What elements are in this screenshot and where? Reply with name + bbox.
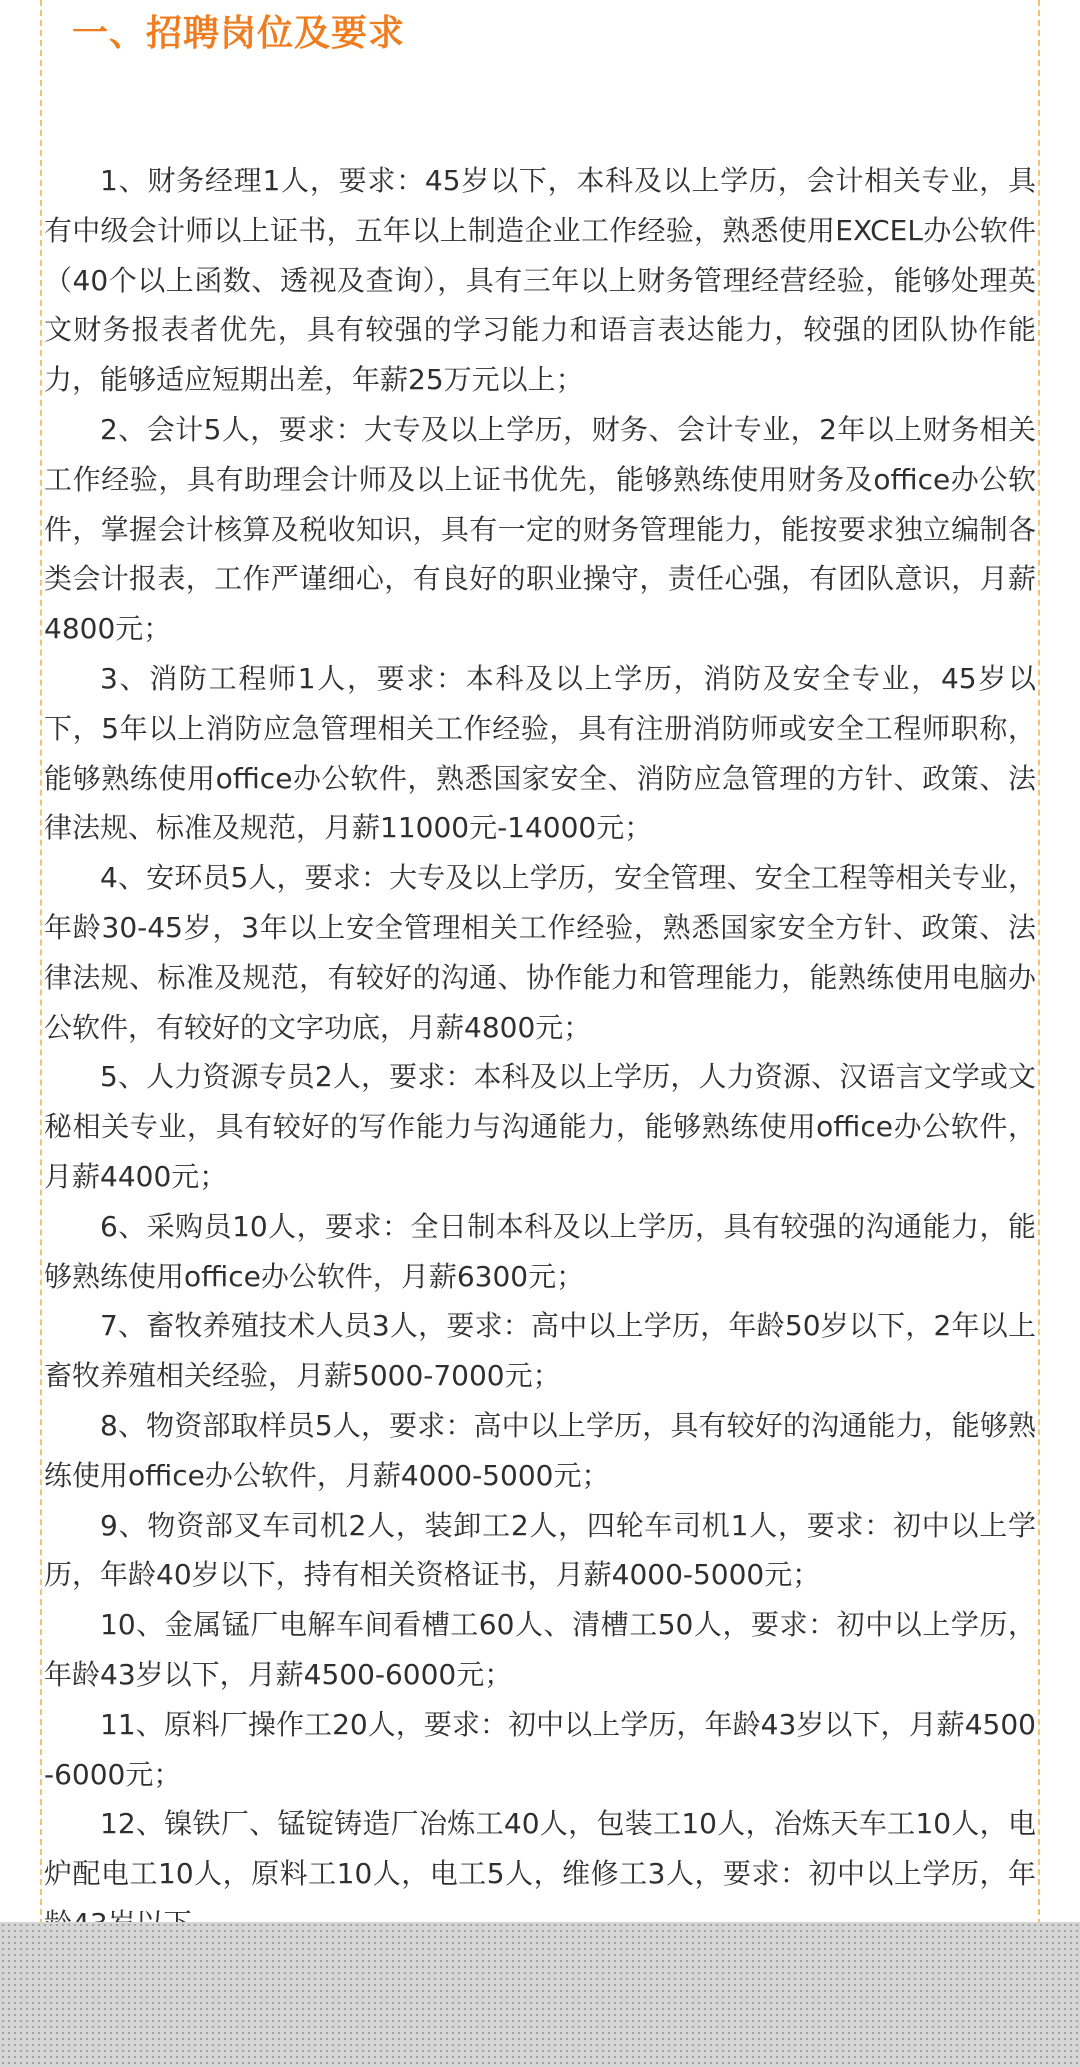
frame-border-right [1038,0,1040,1925]
job-item: 11、原料厂操作工20人，要求：初中以上学历，年龄43岁以下，月薪4500-6000元； [44,1707,1036,1791]
job-item: 3、消防工程师1人，要求：本科及以上学历，消防及安全专业，45岁以下，5年以上消防应急管理相关工作经验，具有注册消防师或安全工程师职称，能够熟练使用office办公软件，熟悉国家安全、消防应急管理的方针、政策、法律法规、标准及规范，月薪11000元-14000元； [44,661,1036,845]
section-title: 一、招聘岗位及要求 [72,13,406,54]
job-item: 10、金属锰厂电解车间看槽工60人、清槽工50人，要求：初中以上学历，年龄43岁以下，月薪4500-6000元； [44,1608,1036,1691]
job-item: 2、会计5人，要求：大专及以上学历，财务、会计专业，2年以上财务相关工作经验，具有助理会计师及以上证书优先，能够熟练使用财务及office办公软件，掌握会计核算及税收知识，具有一定的财务管理能力，能按要求独立编制各类会计报表，工作严谨细心，有良好的职业操守，责任心强，有团队意识，月薪4800元； [44,412,1036,646]
frame-border-left [40,0,42,1925]
job-item: 8、物资部取样员5人，要求：高中以上学历，具有较好的沟通能力，能够熟练使用office办公软件，月薪4000-5000元； [44,1408,1036,1492]
job-list [44,156,1036,1949]
job-item: 5、人力资源专员2人，要求：本科及以上学历，人力资源、汉语言文学或文秘相关专业，具有较好的写作能力与沟通能力，能够熟练使用office办公软件，月薪4400元； [44,1060,1036,1193]
job-item: 12、镍铁厂、锰锭铸造厂冶炼工40人，包装工10人，冶炼天车工10人，电炉配电工10人，原料工10人，电工5人，维修工3人，要求：初中以上学历，年 [44,1807,1036,1891]
job-item: 6、采购员10人，要求：全日制本科及以上学历，具有较强的沟通能力，能够熟练使用office办公软件，月薪6300元； [44,1209,1036,1293]
job-item: 9、物资部叉车司机2人，装卸工2人，四轮车司机1人，要求：初中以上学历，年龄40岁以下，持有相关资格证书，月薪4000-5000元； [44,1508,1036,1592]
job-item: 7、畜牧养殖技术人员3人，要求：高中以上学历，年龄50岁以下，2年以上畜牧养殖相关经验，月薪5000-7000元； [44,1309,1036,1393]
job-item: 4、安环员5人，要求：大专及以上学历，安全管理、安全工程等相关专业，年龄30-45岁，3年以上安全管理相关工作经验，熟悉国家安全方针、政策、法律法规、标准及规范，有较好的沟通、协作能力和管理能力，能熟练使用电脑办公软件，有较好的文字功底，月薪4800元； [44,861,1036,1044]
job-item: 1、财务经理1人，要求：45岁以下，本科及以上学历，会计相关专业，具有中级会计师以上证书，五年以上制造企业工作经验，熟悉使用EXCEL办公软件（40个以上函数、透视及查询），具有三年以上财务管理经营经验，能够处理英文财务报表者优先，具有较强的学习能力和语言表达能力，较强的团队协作能力，能够适应短期出差，年薪25万元以上； [44,164,1036,397]
bottom-overlay [0,1922,1080,2067]
